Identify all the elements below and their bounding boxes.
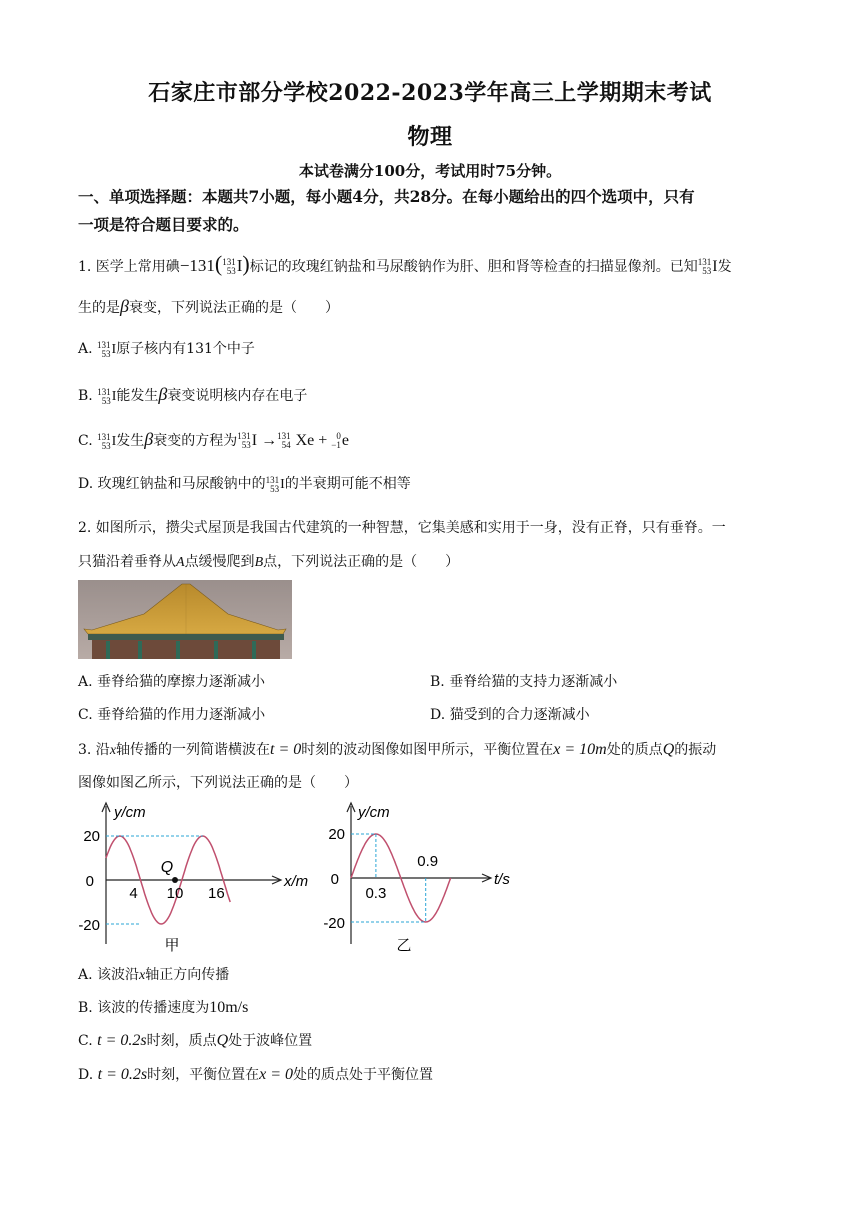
q3-option-b: B. 该波的传播速度为10m/s xyxy=(78,999,249,1016)
q3-option-a: A. 该波沿x轴正方向传播 xyxy=(78,967,230,983)
q2-option-c: C. 垂脊给猫的作用力逐渐减小 xyxy=(78,707,266,723)
q1-elem: I xyxy=(236,256,243,275)
y-axis-label: y/cm xyxy=(114,804,146,821)
y-axis-label: y/cm xyxy=(358,804,390,821)
q3-option-d: D. t = 0.2s时刻，平衡位置在x = 0处的质点处于平衡位置 xyxy=(78,1066,434,1083)
q1-option-c: C. 131 53 I发生β衰变的方程为 131 53 I → 131 54 Xe + 0 −1 e xyxy=(78,429,349,451)
q2-option-b: B. 垂脊给猫的支持力逐渐减小 xyxy=(430,674,618,690)
q2-line1: 2. 如图所示，攒尖式屋顶是我国古代建筑的一种智慧，它集美感和实用于一身，没有正脊，只有垂脊。一 xyxy=(78,520,726,536)
x-axis-label: x/m xyxy=(284,873,309,890)
y-tick-0: 0 xyxy=(85,873,94,890)
y-tick-neg20: -20 xyxy=(78,917,100,934)
decay-equation: 131 53 I → 131 54 Xe + 0 −1 e xyxy=(237,431,349,451)
x-tick-0.3: 0.3 xyxy=(365,885,387,902)
exam-note: 本试卷满分100分，考试用时75分钟。 xyxy=(298,162,562,180)
q1-option-d: D. 玫瑰红钠盐和马尿酸钠中的 131 53 I的半衰期可能不相等 xyxy=(78,474,411,494)
q1-Z: 53 xyxy=(226,266,236,277)
y-tick-20: 20 xyxy=(83,828,100,845)
q2-line2: 只猫沿着垂脊从A点缓慢爬到B点，下列说法正确的是（ ） xyxy=(78,554,460,570)
x-tick-0.9: 0.9 xyxy=(417,853,439,870)
y-tick-0: 0 xyxy=(330,871,339,888)
q3-option-c: C. t = 0.2s时刻，质点Q处于波峰位置 xyxy=(78,1032,313,1049)
q1-tail: 发 xyxy=(717,259,732,275)
q2-option-a: A. 垂脊给猫的摩擦力逐渐减小 xyxy=(78,674,266,690)
x-tick-10: 10 xyxy=(166,885,184,902)
q1-mass: −131 xyxy=(179,256,215,275)
roof-photo xyxy=(78,580,292,659)
point-q-marker xyxy=(172,877,178,883)
beta-symbol: β xyxy=(120,296,129,316)
q1-stem-line2: 生的是β衰变，下列说法正确的是（ ） xyxy=(78,296,339,316)
vibration-graph-yi xyxy=(320,798,520,956)
chart-caption-jia: 甲 xyxy=(164,937,180,954)
q1-stem-line1: 1. 医学上常用碘−131( 131 53 I)标记的玫瑰红钠盐和马尿酸钠作为肝、胆和肾等检查的扫描显像剂。已知 131 53 I发 xyxy=(78,251,732,277)
q1-prefix: 1. 医学上常用碘 xyxy=(78,259,180,275)
q1-option-a: A. 131 53 I原子核内有131个中子 xyxy=(78,339,255,359)
y-tick-neg20: -20 xyxy=(323,915,345,932)
q2-option-d: D. 猫受到的合力逐渐减小 xyxy=(430,707,590,723)
q2-stem xyxy=(78,514,788,577)
q1-mass-expr: −131( 131 53 I) xyxy=(179,251,250,277)
y-tick-20: 20 xyxy=(328,826,345,843)
subject-title: 物理 xyxy=(407,124,453,150)
x-tick-4: 4 xyxy=(129,885,138,902)
q3-line2: 图像如图乙所示，下列说法正确的是（ ） xyxy=(78,775,358,791)
section-heading-line1: 一、单项选择题：本题共7小题，每小题4分，共28分。在每小题给出的四个选项中，只有 xyxy=(78,187,695,206)
x-axis-label: t/s xyxy=(494,871,510,888)
q1-after: 标记的玫瑰红钠盐和马尿酸钠作为肝、胆和肾等检查的扫描显像剂。已知 xyxy=(249,259,698,275)
pagoda-roof-image xyxy=(78,580,292,659)
x-tick-16: 16 xyxy=(208,885,225,902)
section-heading-line2: 一项是符合题目要求的。 xyxy=(78,215,249,234)
q3-stem xyxy=(78,736,788,797)
section-heading xyxy=(78,183,788,239)
chart-caption-yi: 乙 xyxy=(396,937,412,954)
q1-option-b: B. 131 53 I能发生β衰变说明核内存在电子 xyxy=(78,384,308,406)
point-q-label: Q xyxy=(160,859,174,876)
q3-line1: 3. 沿x轴传播的一列简谐横波在t = 0时刻的波动图像如图甲所示，平衡位置在x = 10m处的质点Q的振动 xyxy=(78,741,717,758)
q1-A: 131 xyxy=(222,257,236,268)
wave-graph-jia xyxy=(74,798,314,956)
exam-title: 石家庄市部分学校2022-2023学年高三上学期期末考试 xyxy=(148,80,712,106)
